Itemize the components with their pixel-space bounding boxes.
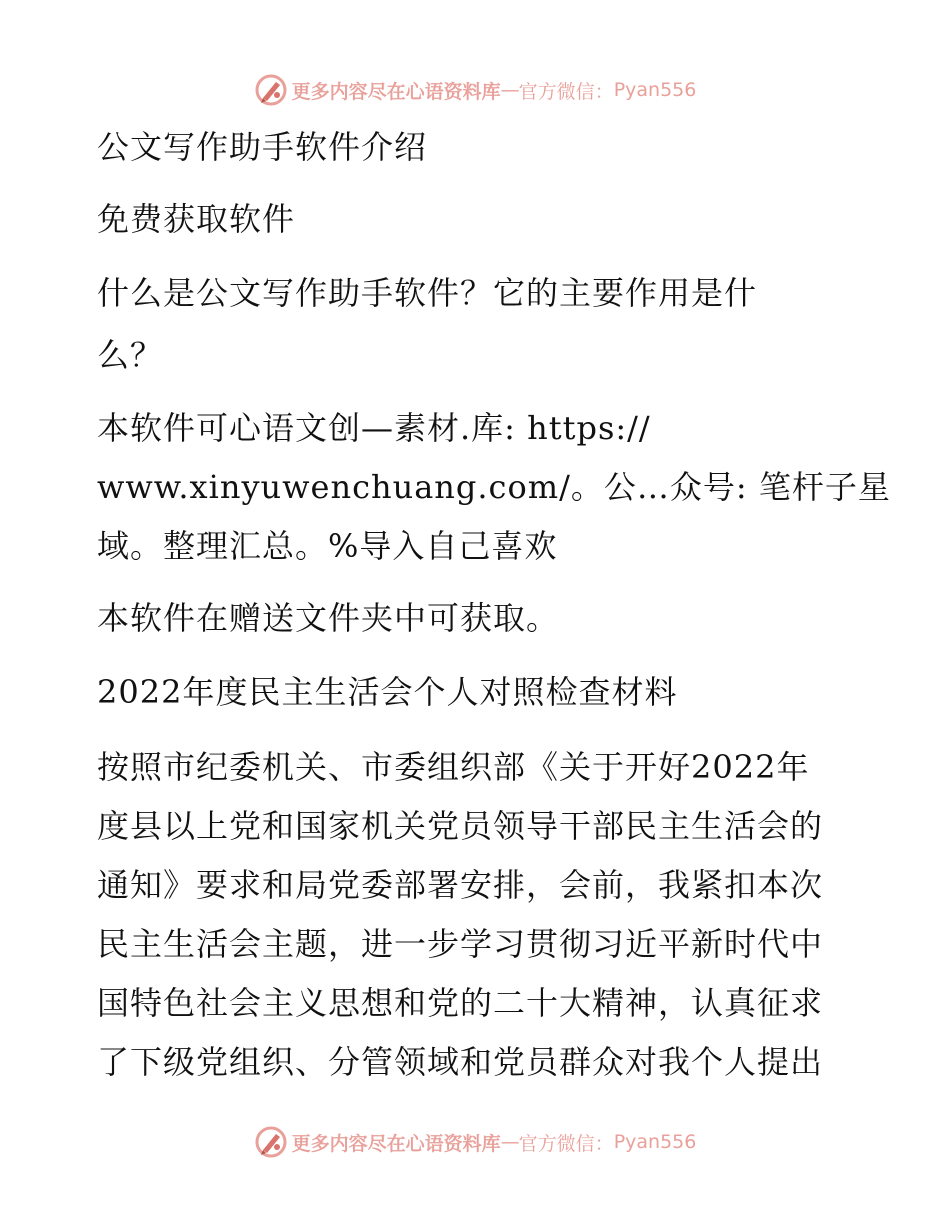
header-banner-wechat-label: 官方微信： <box>518 80 614 103</box>
header-banner-separator: — <box>500 79 519 101</box>
header-banner-wechat-id: Pyan556 <box>613 79 697 101</box>
doc-line: 免费获取软件 <box>97 200 296 238</box>
doc-line: 什么是公文写作助手软件？它的主要作用是什 <box>97 274 758 312</box>
doc-line: 2022年度民主生活会个人对照检查材料 <box>97 673 678 711</box>
doc-line: 度县以上党和国家机关党员领导干部民主生活会的 <box>97 807 824 845</box>
doc-line: 了下级党组织、分管领域和党员群众对我个人提出 <box>97 1043 824 1081</box>
footer-banner-text: 更多内容尽在心语资料库 <box>291 1132 501 1155</box>
doc-line: 域。整理汇总。%导入自己喜欢 <box>97 527 558 565</box>
doc-line: 公文写作助手软件介绍 <box>97 128 428 166</box>
footer-banner <box>0 1122 950 1162</box>
doc-line: www.xinyuwenchuang.com/。公…众号: 笔杆子星 <box>97 468 891 506</box>
pen-logo-icon <box>254 73 288 107</box>
doc-line: 本软件可心语文创—素材.库: https:// <box>97 409 651 447</box>
doc-line: 通知》要求和局党委部署安排，会前，我紧扣本次 <box>97 866 824 904</box>
doc-line: 民主生活会主题，进一步学习贯彻习近平新时代中 <box>97 925 824 963</box>
header-banner <box>0 70 950 110</box>
footer-banner-separator: — <box>500 1131 519 1153</box>
doc-line: 么？ <box>97 336 164 374</box>
footer-banner-wechat-label: 官方微信： <box>518 1132 614 1155</box>
doc-line: 本软件在赠送文件夹中可获取。 <box>97 599 560 637</box>
pen-logo-icon <box>254 1125 288 1159</box>
doc-line: 国特色社会主义思想和党的二十大精神，认真征求 <box>97 984 824 1022</box>
header-banner-text: 更多内容尽在心语资料库 <box>291 80 501 103</box>
footer-banner-wechat-id: Pyan556 <box>613 1131 697 1153</box>
doc-line: 按照市纪委机关、市委组织部《关于开好2022年 <box>97 748 810 786</box>
